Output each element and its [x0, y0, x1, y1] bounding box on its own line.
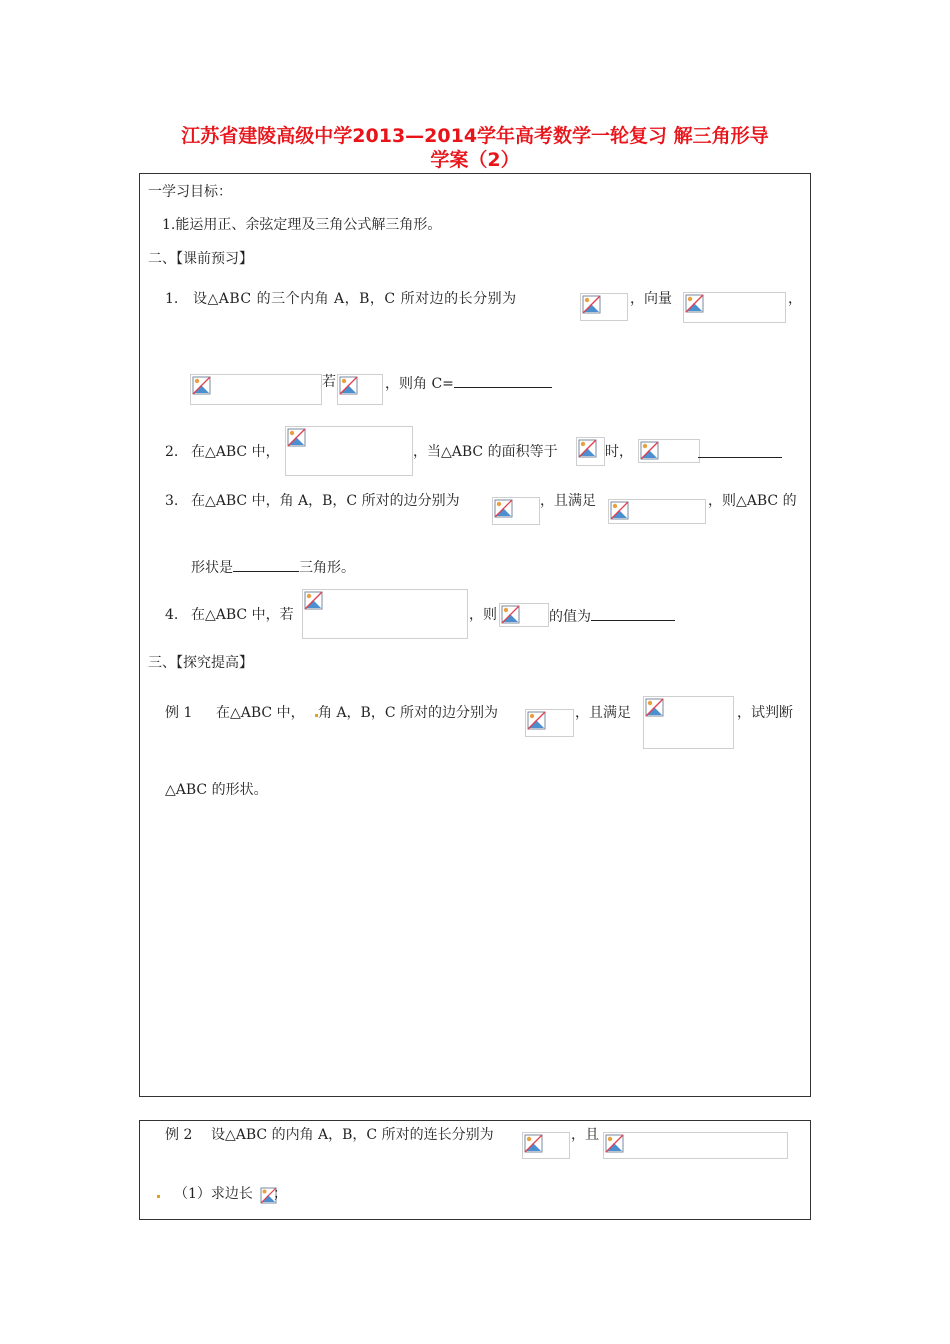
answer-blank[interactable] — [591, 606, 675, 621]
q3-text-c: ，则△ABC 的 — [708, 493, 797, 509]
broken-image-icon — [501, 605, 521, 625]
formula-image-placeholder — [576, 437, 605, 466]
section3-heading: 三、【探究提高】 — [148, 655, 253, 671]
q1-text-c: ， — [788, 291, 802, 307]
q2-text-c: 时， — [605, 444, 633, 460]
ex1-text-d: ，试判断 — [737, 705, 793, 721]
q4-text-c — [549, 606, 675, 626]
formula-image-placeholder — [499, 603, 549, 627]
formula-image-placeholder — [190, 374, 322, 405]
title-line-2: 学案（2） — [430, 149, 520, 171]
q3-text-a: 在△ABC 中，角 A，B，C 所对的边分别为 — [191, 493, 460, 509]
section2-heading: 二、【课前预习】 — [148, 251, 253, 267]
formula-image-placeholder — [580, 293, 628, 321]
broken-image-icon — [192, 376, 212, 396]
formula-image-placeholder — [337, 374, 383, 405]
answer-blank[interactable] — [454, 373, 552, 388]
ex1-label: 例 1 — [165, 705, 193, 721]
ex1-text-b: 角 A，B，C 所对的边分别为 — [318, 705, 499, 721]
q4-number: 4. — [165, 607, 179, 623]
broken-image-icon — [287, 428, 307, 448]
broken-image-icon — [524, 1134, 544, 1154]
q1-number: 1. — [165, 291, 179, 307]
broken-image-icon — [645, 698, 665, 718]
q2-text-b: ，当△ABC 的面积等于 — [413, 444, 558, 460]
broken-image-icon — [582, 295, 602, 315]
formula-image-placeholder — [608, 499, 706, 524]
q4-text-a: 在△ABC 中，若 — [191, 607, 294, 623]
formula-image-placeholder — [285, 426, 413, 476]
q4-text-b: ，则 — [469, 607, 497, 623]
broken-image-icon — [640, 441, 660, 461]
broken-image-icon — [578, 439, 598, 459]
formula-image-placeholder — [525, 709, 574, 737]
q4-text-c-label: 的值为 — [549, 609, 591, 625]
q2-text-a: 在△ABC 中， — [191, 444, 280, 460]
broken-image-icon — [304, 591, 324, 611]
q1-text-b: ，向量 — [630, 291, 672, 307]
formula-image-placeholder — [638, 439, 700, 463]
formula-image-placeholder — [492, 497, 540, 525]
ex2-text-a: 设△ABC 的内角 A，B，C 所对的连长分别为 — [211, 1127, 494, 1143]
q3-text-d: 形状是 — [191, 560, 233, 576]
answer-blank[interactable] — [698, 443, 782, 463]
formula-image-placeholder — [603, 1132, 788, 1159]
title-line-1: 江苏省建陵高级中学2013—2014学年高考数学一轮复习 解三角形导 — [181, 125, 769, 147]
broken-image-icon — [685, 294, 705, 314]
q3-text-b: ，且满足 — [540, 493, 596, 509]
answer-blank[interactable] — [233, 557, 299, 572]
broken-image-icon — [605, 1134, 625, 1154]
page-title — [140, 124, 810, 172]
formula-image-placeholder — [643, 696, 734, 749]
q2-number: 2. — [165, 444, 179, 460]
ex1-text-e: △ABC 的形状。 — [165, 782, 268, 798]
ex2-text-b: ，且 — [571, 1127, 599, 1143]
ex2-text-c: （1）求边长 — [174, 1186, 253, 1202]
q1-text-d: 若 — [322, 374, 336, 390]
q3-line-2 — [191, 557, 355, 577]
formula-image-placeholder — [683, 292, 786, 323]
ex1-text-c: ，且满足 — [575, 705, 631, 721]
q3-text-e: 三角形。 — [299, 560, 355, 576]
q1-text-e-label: ，则角 C= — [385, 376, 454, 392]
broken-image-icon — [610, 501, 630, 521]
q3-number: 3. — [165, 493, 179, 509]
ex1-text-a: 在△ABC 中， — [216, 705, 305, 721]
q1-text-a: 设△ABC 的三个内角 A，B，C 所对边的长分别为 — [193, 291, 517, 307]
ex2-text-d: ； — [273, 1186, 287, 1202]
broken-image-icon — [527, 711, 547, 731]
ex2-label: 例 2 — [165, 1127, 193, 1143]
q1-text-e — [385, 373, 552, 393]
section1-heading: 一学习目标： — [148, 184, 232, 200]
broken-image-icon — [339, 376, 359, 396]
stray-dot — [157, 1195, 160, 1198]
formula-image-placeholder — [522, 1132, 570, 1159]
formula-image-placeholder — [302, 589, 468, 639]
broken-image-icon — [494, 499, 514, 519]
goal-1: 1.能运用正、余弦定理及三角公式解三角形。 — [162, 217, 442, 233]
